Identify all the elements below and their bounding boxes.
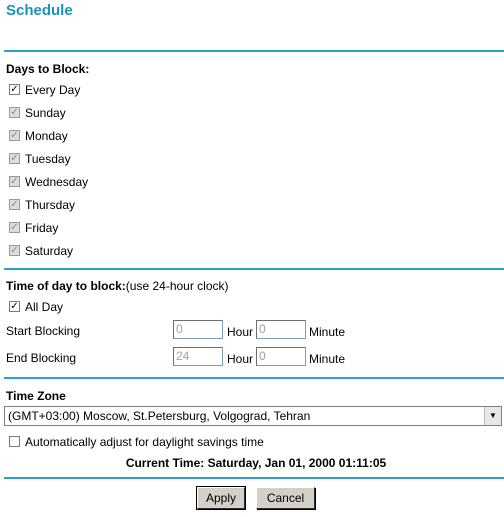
- tuesday-checkbox[interactable]: ✓: [10, 153, 19, 164]
- sunday-label: Sunday: [25, 106, 66, 120]
- start-hour-input[interactable]: 0: [173, 320, 223, 339]
- monday-label: Monday: [25, 129, 68, 143]
- page-title: Schedule: [6, 2, 73, 19]
- divider: [4, 268, 504, 270]
- end-blocking-label: End Blocking: [6, 351, 77, 365]
- start-minute-label: Minute: [309, 325, 346, 339]
- apply-button[interactable]: Apply: [197, 487, 245, 509]
- every-day-checkbox[interactable]: ✓: [10, 84, 19, 95]
- every-day-label: Every Day: [25, 83, 81, 97]
- end-hour-label: Hour: [227, 352, 254, 366]
- end-minute-input[interactable]: 0: [256, 347, 306, 366]
- wednesday-label: Wednesday: [25, 175, 89, 189]
- all-day-label: All Day: [25, 300, 64, 314]
- tuesday-label: Tuesday: [25, 152, 71, 166]
- timezone-select[interactable]: [4, 406, 502, 426]
- saturday-checkbox[interactable]: ✓: [10, 245, 19, 256]
- monday-checkbox[interactable]: ✓: [10, 130, 19, 141]
- friday-label: Friday: [25, 221, 59, 235]
- time-heading: [6, 279, 229, 293]
- divider: [4, 477, 504, 479]
- sunday-checkbox[interactable]: ✓: [10, 107, 19, 118]
- all-day-checkbox[interactable]: ✓: [10, 301, 19, 312]
- end-minute-label: Minute: [309, 352, 346, 366]
- chevron-down-icon[interactable]: ▼: [484, 407, 501, 425]
- end-hour-input[interactable]: 24: [173, 347, 223, 366]
- thursday-label: Thursday: [25, 198, 76, 212]
- saturday-label: Saturday: [25, 244, 74, 258]
- start-blocking-label: Start Blocking: [6, 324, 81, 338]
- divider: [4, 50, 504, 52]
- divider: [4, 377, 504, 379]
- time-heading-title: Time of day to block:: [6, 279, 126, 293]
- friday-checkbox[interactable]: ✓: [10, 222, 19, 233]
- wednesday-checkbox[interactable]: ✓: [10, 176, 19, 187]
- dst-label: Automatically adjust for daylight savings time: [25, 435, 264, 449]
- time-heading-note: (use 24-hour clock): [125, 279, 229, 293]
- current-time: Current Time: Saturday, Jan 01, 2000 01:11:05: [125, 456, 387, 470]
- timezone-heading: Time Zone: [6, 389, 66, 403]
- days-heading: Days to Block:: [6, 62, 90, 76]
- cancel-button[interactable]: Cancel: [256, 487, 315, 509]
- timezone-selected-value: (GMT+03:00) Moscow, St.Petersburg, Volgograd, Tehran: [8, 409, 311, 423]
- dst-checkbox[interactable]: [9, 436, 20, 447]
- start-minute-input[interactable]: 0: [256, 320, 306, 339]
- start-hour-label: Hour: [227, 325, 254, 339]
- thursday-checkbox[interactable]: ✓: [10, 199, 19, 210]
